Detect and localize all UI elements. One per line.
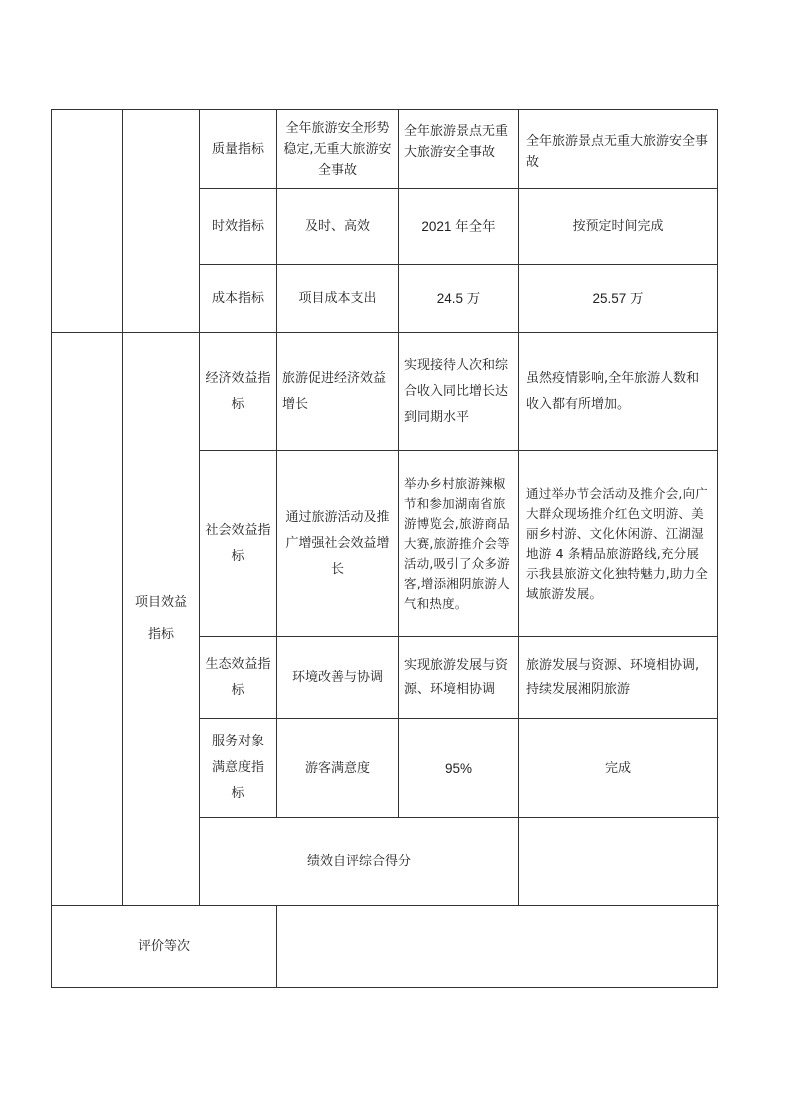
timeliness-actual: 按预定时间完成 [519, 189, 718, 265]
grade-label: 评价等次 [52, 906, 277, 988]
economic-plan: 实现接待人次和综合收入同比增长达到同期水平 [399, 333, 519, 451]
cost-target: 项目成本支出 [277, 265, 399, 333]
ecological-target: 环境改善与协调 [277, 637, 399, 719]
ecological-actual: 旅游发展与资源、环境相协调,持续发展湘阴旅游 [519, 637, 718, 719]
ecological-label: 生态效益指标 [200, 637, 277, 719]
economic-label: 经济效益指标 [200, 333, 277, 451]
satisfaction-actual: 完成 [519, 719, 718, 818]
table-row [52, 333, 718, 451]
score-label: 绩效自评综合得分 [200, 818, 519, 906]
ecological-plan: 实现旅游发展与资源、环境相协调 [399, 637, 519, 719]
satisfaction-target: 游客满意度 [277, 719, 399, 818]
benefit-group-label: 项目效益指标 [123, 333, 200, 906]
timeliness-target: 及时、高效 [277, 189, 399, 265]
subcategory-cell-blank [123, 110, 200, 333]
score-value [519, 818, 718, 906]
cost-label: 成本指标 [200, 265, 277, 333]
table-row [52, 906, 718, 988]
economic-actual: 虽然疫情影响,全年旅游人数和收入都有所增加。 [519, 333, 718, 451]
quality-label: 质量指标 [200, 110, 277, 189]
category-cell-blank [52, 333, 123, 906]
economic-target: 旅游促进经济效益增长 [277, 333, 399, 451]
social-target: 通过旅游活动及推广增强社会效益增长 [277, 451, 399, 637]
cost-actual: 25.57 万 [519, 265, 718, 333]
timeliness-label: 时效指标 [200, 189, 277, 265]
quality-plan: 全年旅游景点无重大旅游安全事故 [399, 110, 519, 189]
social-label: 社会效益指标 [200, 451, 277, 637]
timeliness-plan: 2021 年全年 [399, 189, 519, 265]
grade-value [277, 906, 718, 988]
satisfaction-plan: 95% [399, 719, 519, 818]
category-cell-blank [52, 110, 123, 333]
cost-plan: 24.5 万 [399, 265, 519, 333]
table-row [52, 110, 718, 189]
satisfaction-label: 服务对象满意度指标 [200, 719, 277, 818]
social-plan: 举办乡村旅游辣椒节和参加湖南省旅游博览会,旅游商品大赛,旅游推介会等活动,吸引了众多游客,增添湘阴旅游人气和热度。 [399, 451, 519, 637]
performance-table [51, 109, 718, 988]
quality-target: 全年旅游安全形势稳定,无重大旅游安全事故 [277, 110, 399, 189]
quality-actual: 全年旅游景点无重大旅游安全事故 [519, 110, 718, 189]
social-actual: 通过举办节会活动及推介会,向广大群众现场推介红色文明游、美丽乡村游、文化休闲游、江湖湿地游 4 条精品旅游路线,充分展示我县旅游文化独特魅力,助力全域旅游发展。 [519, 451, 718, 637]
